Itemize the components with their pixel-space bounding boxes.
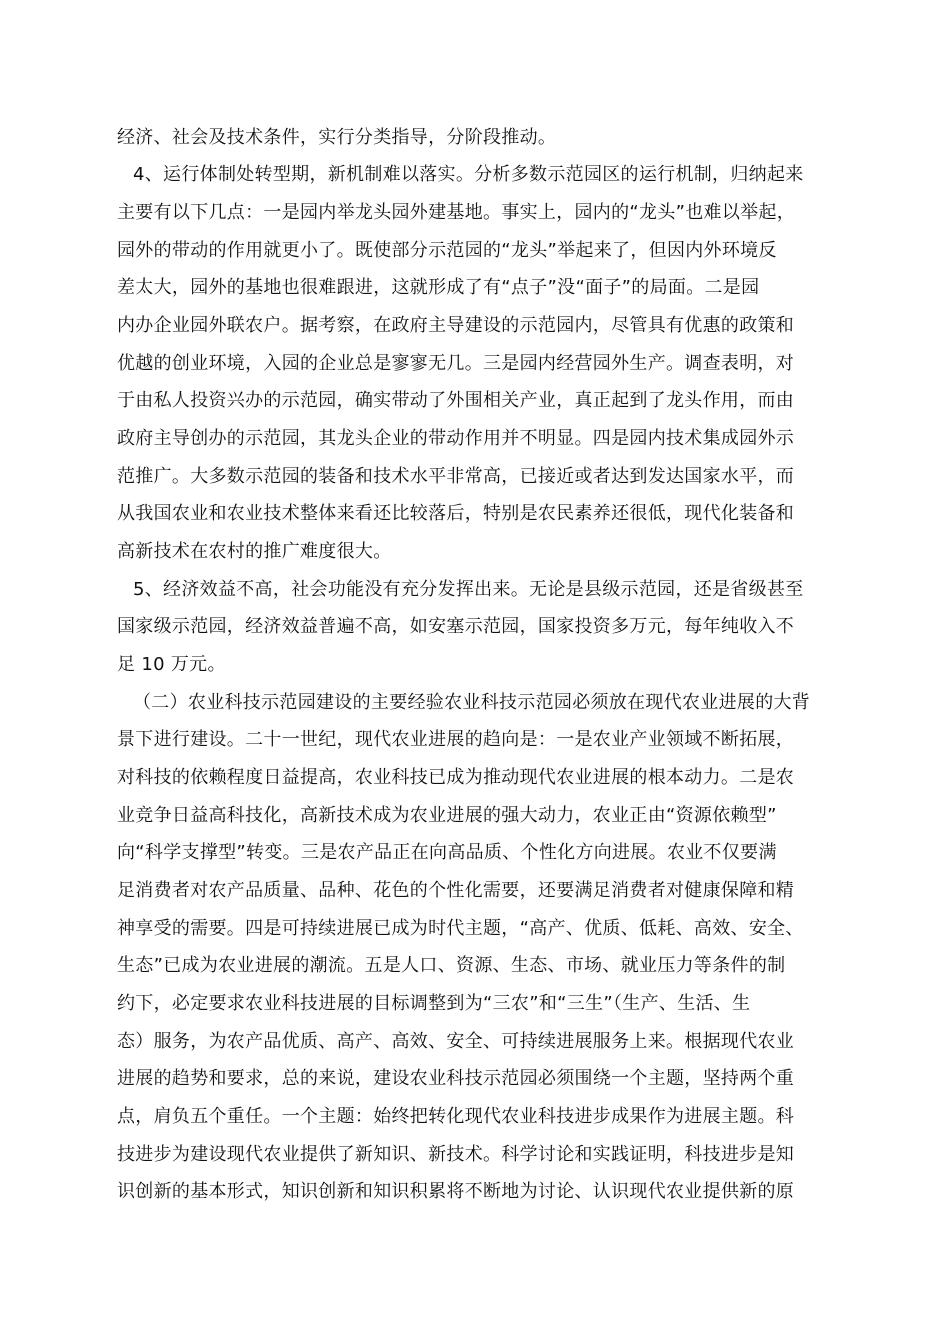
text-line: 差太大，园外的基地也很难跟进，这就形成了有“点子”没“面子”的局面。二是园	[117, 277, 760, 298]
text-line: 政府主导创办的示范园，其龙头企业的带动作用并不明显。四是园内技术集成园外示	[117, 428, 795, 449]
text-line: 对科技的依赖程度日益提高，农业科技已成为推动现代农业进展的根本动力。二是农	[117, 767, 795, 788]
text-line: 进展的趋势和要求，总的来说，建设农业科技示范园必须围绕一个主题，坚持两个重	[117, 1068, 795, 1089]
text-line: 技进步为建设现代农业提供了新知识、新技术。科学讨论和实践证明，科技进步是知	[117, 1144, 795, 1165]
text-line: 点，肩负五个重任。一个主题：始终把转化现代农业科技进步成果作为进展主题。科	[117, 1106, 795, 1127]
text-line: 神享受的需要。四是可持续进展已成为时代主题，“高产、优质、低耗、高效、安全、	[117, 918, 804, 939]
text-line: 识创新的基本形式，知识创新和知识积累将不断地为讨论、认识现代农业提供新的原	[117, 1181, 795, 1202]
text-line: 景下进行建设。二十一世纪，现代农业进展的趋向是：一是农业产业领域不断拓展，	[117, 729, 795, 750]
text-line: 高新技术在农村的推广难度很大。	[117, 541, 392, 562]
text-line: 优越的创业环境，入园的企业总是寥寥无几。三是园内经营园外生产。调查表明，对	[117, 353, 795, 374]
text-line: 国家级示范园，经济效益普遍不高，如安塞示范园，国家投资多万元，每年纯收入不	[117, 616, 795, 637]
text-line: 经济、社会及技术条件，实行分类指导，分阶段推动。	[117, 127, 557, 148]
text-line: 足 10 万元。	[117, 654, 226, 675]
text-line: 主要有以下几点：一是园内举龙头园外建基地。事实上，园内的“龙头”也难以举起，	[117, 202, 796, 223]
paragraph-start-line: 4、运行体制处转型期，新机制难以落实。分析多数示范园区的运行机制，归纳起来	[133, 164, 804, 185]
paragraph-start-line: 5、经济效益不高，社会功能没有充分发挥出来。无论是县级示范园，还是省级甚至	[133, 579, 804, 600]
text-line: 足消费者对农产品质量、品种、花色的个性化需要，还要满足消费者对健康保障和精	[117, 880, 795, 901]
text-line: 业竞争日益高科技化，高新技术成为农业进展的强大动力，农业正由“资源依赖型”	[117, 805, 777, 826]
text-line: 于由私人投资兴办的示范园，确实带动了外围相关产业，真正起到了龙头作用，而由	[117, 390, 795, 411]
text-line: 生态”已成为农业进展的潮流。五是人口、资源、生态、市场、就业压力等条件的制	[117, 955, 786, 976]
paragraph-start-line: （二）农业科技示范园建设的主要经验农业科技示范园必须放在现代农业进展的大背	[133, 692, 811, 713]
text-line: 从我国农业和农业技术整体来看还比较落后，特别是农民素养还很低，现代化装备和	[117, 503, 795, 524]
text-line: 内办企业园外联农户。据考察，在政府主导建设的示范园内，尽管具有优惠的政策和	[117, 315, 795, 336]
text-line: 约下，必定要求农业科技进展的目标调整到为“三农”和“三生”（生产、生活、生	[117, 993, 751, 1014]
text-line: 园外的带动的作用就更小了。既使部分示范园的“龙头”举起来了，但因内外环境反	[117, 240, 777, 261]
text-line: 态）服务，为农产品优质、高产、高效、安全、可持续进展服务上来。根据现代农业	[117, 1031, 795, 1052]
text-line: 向“科学支撑型”转变。三是农产品正在向高品质、个性化方向进展。农业不仅要满	[117, 842, 777, 863]
text-line: 范推广。大多数示范园的装备和技术水平非常高，已接近或者达到发达国家水平，而	[117, 466, 795, 487]
